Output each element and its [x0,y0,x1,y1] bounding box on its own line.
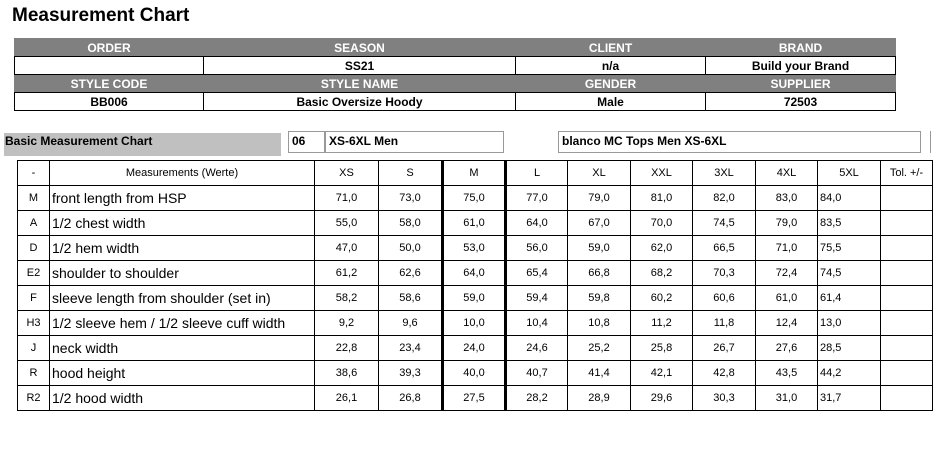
info-header-row-1 [15,39,896,57]
measurement-value: 61,0 [756,286,818,311]
order-value [15,57,204,75]
measurement-value: 56,0 [506,236,568,261]
measurement-value: 83,5 [818,211,881,236]
measurement-value: 72,4 [756,261,818,286]
supplier-value: 72503 [706,93,896,111]
measurement-value: 79,0 [568,186,631,211]
measurement-value: 60,2 [631,286,693,311]
measurement-value: 44,2 [818,361,881,386]
measurement-value: 59,4 [506,286,568,311]
divider [930,131,931,153]
measurement-value: 58,6 [379,286,443,311]
measurement-name: 1/2 sleeve hem / 1/2 sleeve cuff width [50,311,315,336]
measurement-code: J [18,336,50,361]
measurement-value: 73,0 [379,186,443,211]
measurement-value: 26,8 [379,386,443,411]
tolerance-value [881,361,933,386]
basic-measurement-chart-label: Basic Measurement Chart [4,133,281,156]
measurement-name: hood height [50,361,315,386]
measurement-value: 28,2 [506,386,568,411]
measurement-value: 65,4 [506,261,568,286]
tolerance-value [881,311,933,336]
measurement-value: 42,8 [693,361,756,386]
size-header-xxl: XXL [631,161,693,186]
measurement-code: R [18,361,50,386]
measurement-code: D [18,236,50,261]
measurement-value: 62,6 [379,261,443,286]
tolerance-value [881,211,933,236]
measurement-value: 10,4 [506,311,568,336]
measurement-name: neck width [50,336,315,361]
measurement-value: 60,6 [693,286,756,311]
size-header-3xl: 3XL [693,161,756,186]
measurement-table [17,160,933,411]
code-column-header: - [18,161,50,186]
measurement-value: 58,2 [315,286,379,311]
measurement-value: 10,8 [568,311,631,336]
measurement-value: 61,0 [443,211,506,236]
measurement-value: 25,2 [568,336,631,361]
table-row [18,386,933,411]
order-header: ORDER [15,39,204,57]
style-name-value: Basic Oversize Hoody [204,93,516,111]
measurement-value: 25,8 [631,336,693,361]
tolerance-value [881,186,933,211]
measurement-name: 1/2 hem width [50,236,315,261]
size-header-xs: XS [315,161,379,186]
measurement-value: 61,4 [818,286,881,311]
measurement-value: 81,0 [631,186,693,211]
measurement-value: 84,0 [818,186,881,211]
measurement-value: 40,7 [506,361,568,386]
measurement-name: 1/2 chest width [50,211,315,236]
measurement-value: 22,8 [315,336,379,361]
measurement-value: 47,0 [315,236,379,261]
page-title: Measurement Chart [12,5,190,26]
season-header: SEASON [204,39,516,57]
style-name-header: STYLE NAME [204,75,516,93]
measurement-value: 61,2 [315,261,379,286]
measurement-value: 79,0 [756,211,818,236]
size-header-xl: XL [568,161,631,186]
measurement-value: 66,8 [568,261,631,286]
order-info-table [14,38,896,111]
tolerance-value [881,386,933,411]
client-header: CLIENT [516,39,706,57]
measurement-code: E2 [18,261,50,286]
measurement-code: R2 [18,386,50,411]
measurement-value: 26,1 [315,386,379,411]
table-row [18,236,933,261]
measurement-name: shoulder to shoulder [50,261,315,286]
tolerance-value [881,261,933,286]
measurement-value: 59,0 [443,286,506,311]
gender-header: GENDER [516,75,706,93]
measurement-value: 31,0 [756,386,818,411]
client-value: n/a [516,57,706,75]
measurement-value: 67,0 [568,211,631,236]
measurement-value: 24,6 [506,336,568,361]
table-row [18,311,933,336]
measurement-value: 12,4 [756,311,818,336]
measurement-name: front length from HSP [50,186,315,211]
measurement-value: 11,8 [693,311,756,336]
measurement-value: 64,0 [506,211,568,236]
brand-header: BRAND [706,39,896,57]
measurement-value: 29,6 [631,386,693,411]
chart-description-field: blanco MC Tops Men XS-6XL [558,131,921,153]
table-row [18,211,933,236]
info-value-row-2 [15,93,896,111]
measurement-value: 66,5 [693,236,756,261]
measurement-value: 75,5 [818,236,881,261]
measurement-name: 1/2 hood width [50,386,315,411]
measurement-code: F [18,286,50,311]
measurement-value: 71,0 [315,186,379,211]
measurement-value: 27,5 [443,386,506,411]
measurement-value: 53,0 [443,236,506,261]
measurement-value: 59,8 [568,286,631,311]
measurement-value: 68,2 [631,261,693,286]
measurement-column-header: Measurements (Werte) [50,161,315,186]
measurement-value: 64,0 [443,261,506,286]
info-header-row-2 [15,75,896,93]
measurement-value: 40,0 [443,361,506,386]
brand-value: Build your Brand [706,57,896,75]
measurement-value: 42,1 [631,361,693,386]
measurement-value: 55,0 [315,211,379,236]
supplier-header: SUPPLIER [706,75,896,93]
measurement-value: 31,7 [818,386,881,411]
measurement-value: 9,2 [315,311,379,336]
measurement-value: 74,5 [818,261,881,286]
measurement-value: 41,4 [568,361,631,386]
tolerance-column-header: Tol. +/- [881,161,933,186]
table-row [18,261,933,286]
measurement-value: 71,0 [756,236,818,261]
measurement-code: A [18,211,50,236]
size-range-field: XS-6XL Men [325,131,504,153]
measurement-value: 24,0 [443,336,506,361]
measurement-value: 38,6 [315,361,379,386]
table-row [18,361,933,386]
measurement-value: 13,0 [818,311,881,336]
measurement-value: 62,0 [631,236,693,261]
measurement-value: 23,4 [379,336,443,361]
measurement-value: 74,5 [693,211,756,236]
measurement-value: 11,2 [631,311,693,336]
season-value: SS21 [204,57,516,75]
tolerance-value [881,336,933,361]
measurement-value: 77,0 [506,186,568,211]
measurement-value: 50,0 [379,236,443,261]
style-code-value: BB006 [15,93,204,111]
measurement-value: 28,5 [818,336,881,361]
table-row [18,286,933,311]
size-header-5xl: 5XL [818,161,881,186]
table-row [18,336,933,361]
size-header-l: L [506,161,568,186]
tolerance-value [881,286,933,311]
measurement-code: M [18,186,50,211]
style-code-header: STYLE CODE [15,75,204,93]
size-header-s: S [379,161,443,186]
measurement-value: 59,0 [568,236,631,261]
measurement-value: 10,0 [443,311,506,336]
tolerance-value [881,236,933,261]
gender-value: Male [516,93,706,111]
chart-code-field: 06 [288,131,325,153]
measurement-header-row [18,161,933,186]
measurement-code: H3 [18,311,50,336]
measurement-value: 27,6 [756,336,818,361]
measurement-value: 43,5 [756,361,818,386]
size-header-4xl: 4XL [756,161,818,186]
measurement-value: 39,3 [379,361,443,386]
size-header-m: M [443,161,506,186]
measurement-name: sleeve length from shoulder (set in) [50,286,315,311]
measurement-value: 83,0 [756,186,818,211]
measurement-value: 26,7 [693,336,756,361]
measurement-value: 70,3 [693,261,756,286]
measurement-value: 30,3 [693,386,756,411]
measurement-value: 70,0 [631,211,693,236]
measurement-value: 9,6 [379,311,443,336]
measurement-value: 75,0 [443,186,506,211]
measurement-value: 82,0 [693,186,756,211]
info-value-row-1 [15,57,896,75]
table-row [18,186,933,211]
measurement-value: 58,0 [379,211,443,236]
measurement-value: 28,9 [568,386,631,411]
